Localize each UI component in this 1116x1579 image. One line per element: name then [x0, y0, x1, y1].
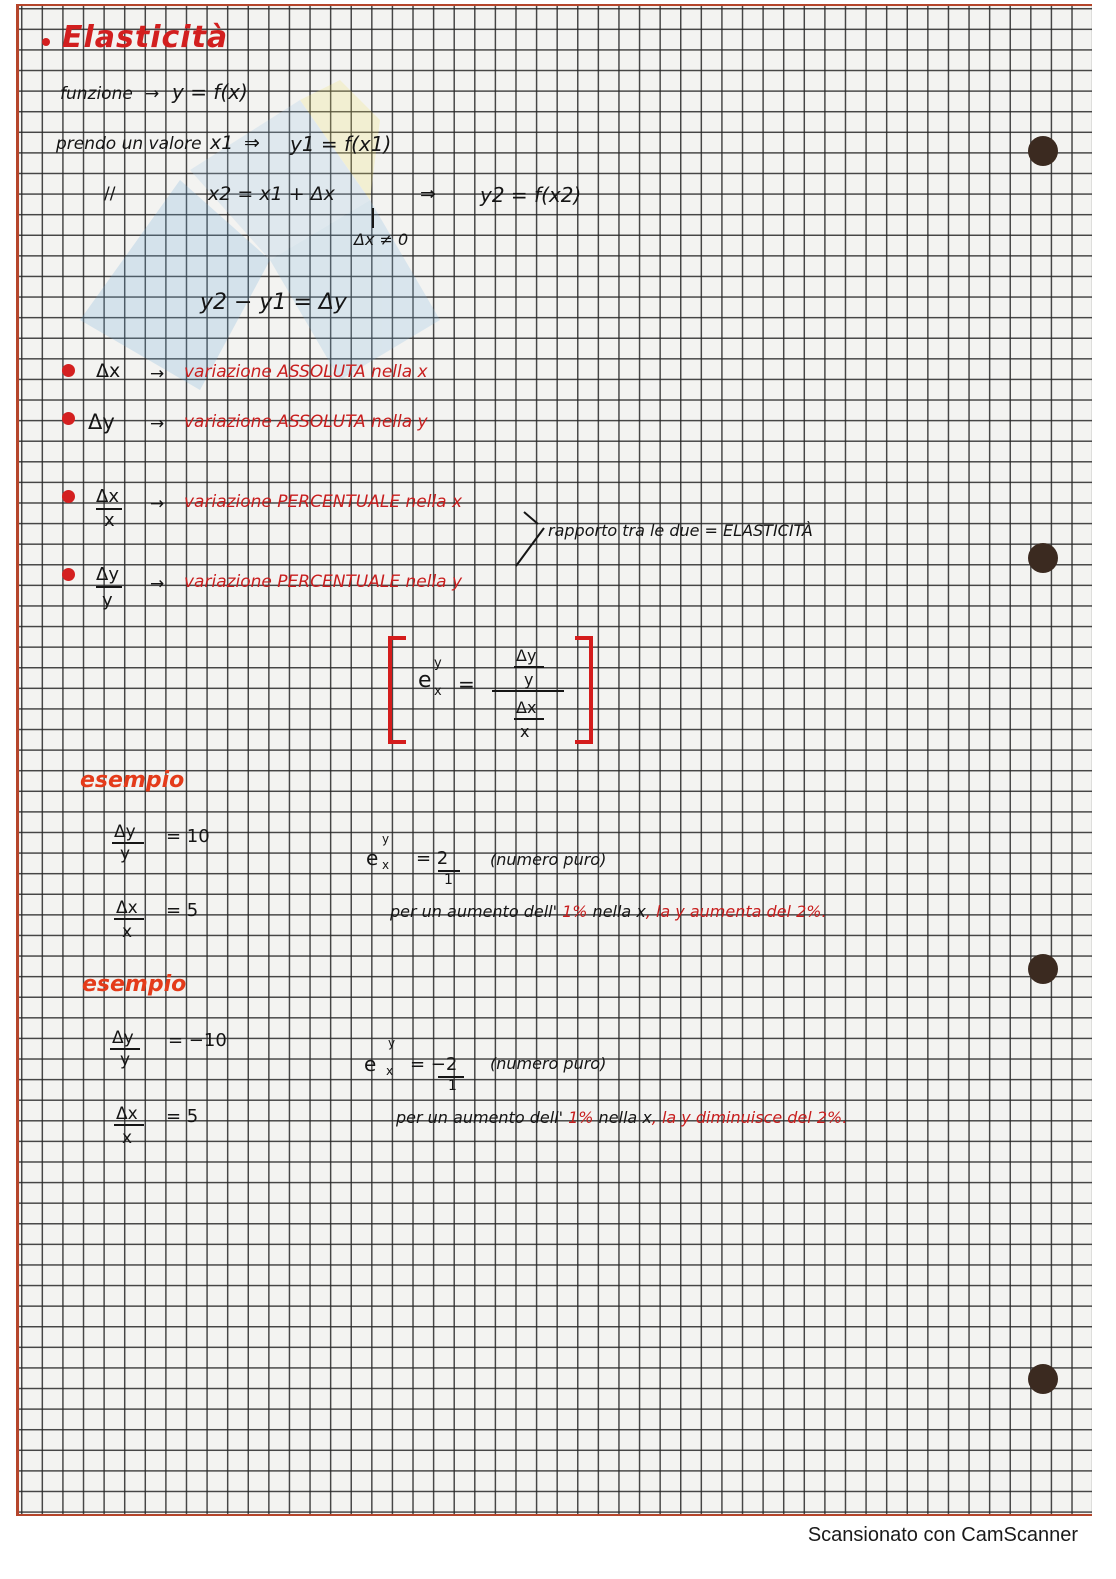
prendo-label: prendo un valore [56, 134, 202, 154]
bullet-dot [42, 38, 50, 46]
bullet-symbol-denominator: y [102, 590, 113, 611]
bullet-dot [62, 490, 75, 503]
example-result-note: (numero puro) [490, 850, 607, 869]
formula-lhs: e [418, 668, 432, 693]
example-e-superscript: y [388, 1036, 396, 1050]
bullet-symbol: Δx [96, 486, 119, 507]
sentence-part: per un aumento dell' [390, 902, 563, 921]
formula-denominator-bottom: x [520, 722, 530, 741]
x2-expression: x2 = x1 + Δx [208, 183, 335, 205]
delta-note: Δx ≠ 0 [354, 230, 409, 249]
bullet-symbol: Δx [96, 360, 121, 382]
bullet-dot [62, 568, 75, 581]
formula-denominator-top: Δx [516, 698, 537, 717]
bullet-dot [62, 364, 75, 377]
arrow-symbol: → [145, 84, 160, 104]
quote-mark: // [104, 184, 116, 204]
example-result-note: (numero puro) [490, 1054, 607, 1073]
sentence-part: per un aumento dell' [396, 1108, 569, 1127]
sentence-part: nella x [587, 902, 646, 921]
funzione-expression: y = f(x) [172, 80, 248, 104]
curved-arrow-icon [510, 508, 550, 570]
example-heading: esempio [82, 972, 187, 997]
notebook-sheet [16, 4, 1092, 1516]
sentence-part: , la y aumenta del 2%. [645, 902, 827, 921]
formula-numerator-bottom: y [524, 670, 534, 689]
example-x: x [122, 1128, 133, 1148]
example-dx-value: = 5 [166, 900, 199, 921]
y1-expression: y1 = f(x1) [290, 132, 392, 156]
example-e: e [364, 1052, 377, 1076]
y2-expression: y2 = f(x2) [480, 183, 582, 207]
bullet-dot [62, 412, 75, 425]
arrow-symbol: → [150, 494, 165, 514]
example-e: e [366, 846, 379, 870]
bullet-text: variazione PERCENTUALE nella y [184, 572, 463, 592]
bullet-text: variazione PERCENTUALE nella x [184, 492, 463, 512]
arrow-symbol: → [150, 364, 165, 384]
formula-equals: = [458, 672, 475, 696]
example-result-denominator: 1 [448, 1078, 457, 1094]
delta-pointer [372, 208, 374, 228]
formula-numerator-top: Δy [516, 646, 537, 665]
difference-expression: y2 − y1 = Δy [200, 290, 347, 315]
example-y: y [120, 1050, 131, 1070]
formula-fraction-bar-small [514, 666, 544, 668]
example-heading: esempio [80, 768, 185, 793]
example-sentence [396, 1108, 847, 1127]
example-result: = 2 [416, 848, 449, 869]
funzione-label: funzione [60, 84, 133, 104]
bullet-text: variazione ASSOLUTA nella x [184, 362, 428, 382]
binder-hole [1028, 543, 1058, 573]
example-dy-value: = 10 [166, 826, 210, 847]
page-title: Elasticità [62, 20, 229, 55]
binder-hole [1028, 1364, 1058, 1394]
sentence-part: , la y diminuisce del 2%. [651, 1108, 848, 1127]
bullet-symbol: Δy [88, 410, 115, 434]
sentence-part: 1% [568, 1108, 594, 1127]
example-e-superscript: y [382, 832, 390, 846]
implies-symbol-1: ⇒ [244, 132, 260, 154]
arrow-symbol: → [150, 574, 165, 594]
example-dx: Δx [116, 898, 138, 918]
formula-bracket-left [388, 636, 406, 744]
example-dy: Δy [114, 822, 136, 842]
example-dy: Δy [112, 1028, 134, 1048]
example-dx-value: = 5 [166, 1106, 199, 1127]
bullet-symbol: Δy [96, 564, 119, 585]
arrow-symbol: → [150, 414, 165, 434]
fraction-bar [114, 1124, 144, 1126]
formula-bracket-right [575, 636, 593, 744]
bullet-text: variazione ASSOLUTA nella y [184, 412, 428, 432]
example-dy-value: = −10 [168, 1030, 227, 1051]
x1-expression: x1 [210, 132, 234, 154]
formula-fraction-bar [492, 690, 564, 692]
example-result-denominator: 1 [444, 872, 453, 888]
example-sentence [390, 902, 827, 921]
example-x: x [122, 922, 133, 942]
fraction-bar [114, 918, 144, 920]
fraction-bar [96, 586, 122, 588]
example-dx: Δx [116, 1104, 138, 1124]
example-e-subscript: x [386, 1064, 394, 1078]
formula-lhs-subscript: x [434, 684, 442, 699]
rapporto-note: rapporto tra le due = ELASTICITÀ [548, 521, 813, 540]
example-e-subscript: x [382, 858, 390, 872]
sentence-part: 1% [562, 902, 588, 921]
scanner-footer: Scansionato con CamScanner [807, 1524, 1078, 1546]
formula-fraction-bar-small [514, 718, 544, 720]
bullet-symbol-denominator: x [104, 510, 115, 531]
implies-symbol-2: ⇒ [420, 183, 436, 205]
binder-hole [1028, 136, 1058, 166]
sentence-part: nella x [593, 1108, 652, 1127]
example-result: = −2 [410, 1054, 458, 1075]
formula-lhs-superscript: y [434, 656, 442, 671]
example-y: y [120, 844, 131, 864]
binder-hole [1028, 954, 1058, 984]
